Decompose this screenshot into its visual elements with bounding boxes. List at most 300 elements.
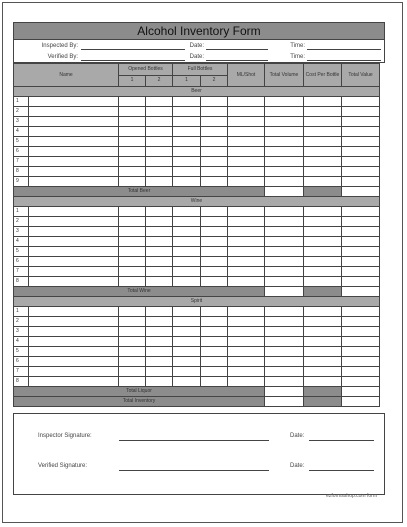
entry-cell[interactable] <box>201 237 228 247</box>
grand-total-label: Total Inventory <box>14 397 265 407</box>
entry-cell[interactable] <box>342 367 380 377</box>
table-row <box>14 137 380 147</box>
entry-cell[interactable] <box>228 107 265 117</box>
entry-cell[interactable] <box>265 357 304 367</box>
entry-cell[interactable] <box>265 207 304 217</box>
entry-cell[interactable] <box>228 217 265 227</box>
entry-cell[interactable] <box>304 277 342 287</box>
entry-cell[interactable] <box>201 217 228 227</box>
entry-cell[interactable] <box>201 97 228 107</box>
entry-cell[interactable] <box>304 147 342 157</box>
row-number: 3 <box>14 327 29 337</box>
entry-cell[interactable] <box>173 147 201 157</box>
entry-cell[interactable] <box>146 367 173 377</box>
entry-cell[interactable] <box>201 277 228 287</box>
row-number: 4 <box>14 127 29 137</box>
entry-cell[interactable] <box>29 367 119 377</box>
entry-cell[interactable] <box>29 317 119 327</box>
entry-cell[interactable] <box>228 127 265 137</box>
entry-cell[interactable] <box>173 307 201 317</box>
entry-cell[interactable] <box>304 377 342 387</box>
entry-cell[interactable] <box>304 257 342 267</box>
entry-cell[interactable] <box>173 367 201 377</box>
col-full-header: Full Bottles <box>173 64 228 76</box>
entry-cell[interactable] <box>201 167 228 177</box>
entry-cell[interactable] <box>228 267 265 277</box>
entry-cell[interactable] <box>265 217 304 227</box>
entry-cell[interactable] <box>228 167 265 177</box>
entry-cell[interactable] <box>342 267 380 277</box>
entry-cell[interactable] <box>304 177 342 187</box>
row-number: 6 <box>14 257 29 267</box>
entry-cell[interactable] <box>173 227 201 237</box>
col-opened-sub-2: 2 <box>146 75 173 87</box>
entry-cell[interactable] <box>29 177 119 187</box>
table-row <box>14 327 380 337</box>
entry-cell[interactable] <box>173 117 201 127</box>
signature-section <box>13 413 385 495</box>
entry-cell[interactable] <box>304 327 342 337</box>
entry-cell[interactable] <box>342 97 380 107</box>
table-row <box>14 307 380 317</box>
entry-cell[interactable] <box>119 277 146 287</box>
entry-cell[interactable] <box>228 227 265 237</box>
entry-cell[interactable] <box>342 277 380 287</box>
entry-cell[interactable] <box>342 217 380 227</box>
entry-cell[interactable] <box>201 257 228 267</box>
section-header-row <box>14 87 380 97</box>
entry-cell[interactable] <box>304 107 342 117</box>
entry-cell[interactable] <box>173 247 201 257</box>
entry-cell[interactable] <box>146 97 173 107</box>
total-value-cell[interactable] <box>342 187 380 197</box>
inspected-time-field[interactable] <box>307 41 381 50</box>
entry-cell[interactable] <box>342 207 380 217</box>
entry-cell[interactable] <box>119 367 146 377</box>
entry-cell[interactable] <box>29 327 119 337</box>
entry-cell[interactable] <box>146 117 173 127</box>
entry-cell[interactable] <box>173 267 201 277</box>
col-cost-header: Cost Per Bottle <box>304 64 342 87</box>
entry-cell[interactable] <box>265 117 304 127</box>
entry-cell[interactable] <box>228 337 265 347</box>
section-total-label: Total Liquor <box>14 387 265 397</box>
entry-cell[interactable] <box>342 227 380 237</box>
entry-cell[interactable] <box>146 277 173 287</box>
inspected-date-field[interactable] <box>206 41 268 50</box>
entry-cell[interactable] <box>201 357 228 367</box>
entry-cell[interactable] <box>29 147 119 157</box>
entry-cell[interactable] <box>265 367 304 377</box>
entry-cell[interactable] <box>201 367 228 377</box>
entry-cell[interactable] <box>304 307 342 317</box>
entry-cell[interactable] <box>304 127 342 137</box>
table-row <box>14 377 380 387</box>
entry-cell[interactable] <box>173 337 201 347</box>
entry-cell[interactable] <box>29 377 119 387</box>
entry-cell[interactable] <box>119 117 146 127</box>
entry-cell[interactable] <box>119 347 146 357</box>
entry-cell[interactable] <box>304 117 342 127</box>
entry-cell[interactable] <box>119 157 146 167</box>
entry-cell[interactable] <box>304 367 342 377</box>
entry-cell[interactable] <box>265 327 304 337</box>
entry-cell[interactable] <box>173 377 201 387</box>
total-volume-cell[interactable] <box>265 187 304 197</box>
verified-date-field[interactable] <box>206 52 268 61</box>
entry-cell[interactable] <box>228 357 265 367</box>
entry-cell[interactable] <box>342 317 380 327</box>
entry-cell[interactable] <box>29 127 119 137</box>
table-row <box>14 337 380 347</box>
table-row <box>14 267 380 277</box>
entry-cell[interactable] <box>228 247 265 257</box>
entry-cell[interactable] <box>146 167 173 177</box>
row-number: 5 <box>14 347 29 357</box>
entry-cell[interactable] <box>146 257 173 267</box>
entry-cell[interactable] <box>304 347 342 357</box>
inspected-by-label: Inspected By: <box>41 43 78 49</box>
entry-cell[interactable] <box>342 137 380 147</box>
entry-cell[interactable] <box>304 157 342 167</box>
shaded-cell <box>304 387 342 397</box>
entry-cell[interactable] <box>146 357 173 367</box>
entry-cell[interactable] <box>146 227 173 237</box>
entry-cell[interactable] <box>228 97 265 107</box>
entry-cell[interactable] <box>119 257 146 267</box>
entry-cell[interactable] <box>119 237 146 247</box>
entry-cell[interactable] <box>29 357 119 367</box>
entry-cell[interactable] <box>119 317 146 327</box>
entry-cell[interactable] <box>228 307 265 317</box>
form-title: Alcohol Inventory Form <box>13 22 385 40</box>
entry-cell[interactable] <box>342 327 380 337</box>
entry-cell[interactable] <box>201 157 228 167</box>
entry-cell[interactable] <box>201 247 228 257</box>
entry-cell[interactable] <box>201 127 228 137</box>
entry-cell[interactable] <box>119 267 146 277</box>
entry-cell[interactable] <box>304 317 342 327</box>
col-mlshot-header: ML/Shot <box>228 64 265 87</box>
entry-cell[interactable] <box>119 377 146 387</box>
entry-cell[interactable] <box>265 257 304 267</box>
entry-cell[interactable] <box>146 127 173 137</box>
row-number: 3 <box>14 117 29 127</box>
entry-cell[interactable] <box>29 347 119 357</box>
entry-cell[interactable] <box>29 307 119 317</box>
entry-cell[interactable] <box>342 337 380 347</box>
grand-total-value-cell[interactable] <box>342 397 380 407</box>
entry-cell[interactable] <box>342 107 380 117</box>
entry-cell[interactable] <box>228 257 265 267</box>
shaded-cell <box>304 187 342 197</box>
entry-cell[interactable] <box>173 177 201 187</box>
row-number: 1 <box>14 207 29 217</box>
entry-cell[interactable] <box>265 347 304 357</box>
grand-total-volume-cell[interactable] <box>265 397 304 407</box>
entry-cell[interactable] <box>228 367 265 377</box>
entry-cell[interactable] <box>29 237 119 247</box>
entry-cell[interactable] <box>228 137 265 147</box>
table-row <box>14 247 380 257</box>
entry-cell[interactable] <box>304 357 342 367</box>
table-row <box>14 177 380 187</box>
entry-cell[interactable] <box>173 347 201 357</box>
entry-cell[interactable] <box>29 277 119 287</box>
entry-cell[interactable] <box>146 317 173 327</box>
entry-cell[interactable] <box>119 307 146 317</box>
entry-cell[interactable] <box>201 307 228 317</box>
entry-cell[interactable] <box>146 377 173 387</box>
entry-cell[interactable] <box>342 147 380 157</box>
entry-cell[interactable] <box>265 127 304 137</box>
entry-cell[interactable] <box>228 207 265 217</box>
inspector-date-field[interactable] <box>309 432 374 441</box>
entry-cell[interactable] <box>228 317 265 327</box>
entry-cell[interactable] <box>173 157 201 167</box>
entry-cell[interactable] <box>119 227 146 237</box>
entry-cell[interactable] <box>304 217 342 227</box>
inspected-by-field[interactable] <box>81 41 185 50</box>
entry-cell[interactable] <box>119 97 146 107</box>
total-value-cell[interactable] <box>342 287 380 297</box>
entry-cell[interactable] <box>29 337 119 347</box>
entry-cell[interactable] <box>119 177 146 187</box>
entry-cell[interactable] <box>265 307 304 317</box>
verified-time-field[interactable] <box>307 52 381 61</box>
row-number: 7 <box>14 157 29 167</box>
verifier-date-field[interactable] <box>309 462 374 471</box>
row-number: 3 <box>14 227 29 237</box>
entry-cell[interactable] <box>146 347 173 357</box>
entry-cell[interactable] <box>265 227 304 237</box>
entry-cell[interactable] <box>304 237 342 247</box>
entry-cell[interactable] <box>201 147 228 157</box>
entry-cell[interactable] <box>342 247 380 257</box>
entry-cell[interactable] <box>119 207 146 217</box>
entry-cell[interactable] <box>228 277 265 287</box>
entry-cell[interactable] <box>342 257 380 267</box>
entry-cell[interactable] <box>29 137 119 147</box>
total-value-cell[interactable] <box>342 387 380 397</box>
entry-cell[interactable] <box>29 217 119 227</box>
table-row <box>14 157 380 167</box>
entry-cell[interactable] <box>265 167 304 177</box>
entry-cell[interactable] <box>265 247 304 257</box>
entry-cell[interactable] <box>173 277 201 287</box>
entry-cell[interactable] <box>29 227 119 237</box>
entry-cell[interactable] <box>173 137 201 147</box>
entry-cell[interactable] <box>304 267 342 277</box>
entry-cell[interactable] <box>304 227 342 237</box>
entry-cell[interactable] <box>201 117 228 127</box>
entry-cell[interactable] <box>265 237 304 247</box>
verified-by-field[interactable] <box>81 52 185 61</box>
section-total-row <box>14 187 380 197</box>
entry-cell[interactable] <box>228 347 265 357</box>
entry-cell[interactable] <box>146 267 173 277</box>
entry-cell[interactable] <box>304 97 342 107</box>
entry-cell[interactable] <box>342 377 380 387</box>
entry-cell[interactable] <box>201 227 228 237</box>
entry-cell[interactable] <box>173 237 201 247</box>
entry-cell[interactable] <box>119 137 146 147</box>
entry-cell[interactable] <box>173 97 201 107</box>
table-row <box>14 147 380 157</box>
entry-cell[interactable] <box>146 327 173 337</box>
total-volume-cell[interactable] <box>265 287 304 297</box>
entry-cell[interactable] <box>201 267 228 277</box>
entry-cell[interactable] <box>119 147 146 157</box>
section-title: Wine <box>14 197 380 207</box>
entry-cell[interactable] <box>265 107 304 117</box>
entry-cell[interactable] <box>119 167 146 177</box>
entry-cell[interactable] <box>265 337 304 347</box>
entry-cell[interactable] <box>173 217 201 227</box>
entry-cell[interactable] <box>201 177 228 187</box>
entry-cell[interactable] <box>304 247 342 257</box>
entry-cell[interactable] <box>228 327 265 337</box>
entry-cell[interactable] <box>119 217 146 227</box>
entry-cell[interactable] <box>228 157 265 167</box>
entry-cell[interactable] <box>173 327 201 337</box>
entry-cell[interactable] <box>342 357 380 367</box>
entry-cell[interactable] <box>201 317 228 327</box>
total-volume-cell[interactable] <box>265 387 304 397</box>
table-row <box>14 257 380 267</box>
row-number: 1 <box>14 97 29 107</box>
entry-cell[interactable] <box>228 117 265 127</box>
entry-cell[interactable] <box>304 137 342 147</box>
entry-cell[interactable] <box>228 237 265 247</box>
entry-cell[interactable] <box>146 237 173 247</box>
section-header-row <box>14 197 380 207</box>
entry-cell[interactable] <box>342 347 380 357</box>
entry-cell[interactable] <box>201 327 228 337</box>
table-row <box>14 347 380 357</box>
inspector-signature-field[interactable] <box>119 432 269 441</box>
entry-cell[interactable] <box>304 207 342 217</box>
time-label: Time: <box>290 54 305 60</box>
verifier-signature-field[interactable] <box>119 462 269 471</box>
entry-cell[interactable] <box>201 337 228 347</box>
table-row <box>14 97 380 107</box>
entry-cell[interactable] <box>29 257 119 267</box>
entry-cell[interactable] <box>119 327 146 337</box>
entry-cell[interactable] <box>304 167 342 177</box>
entry-cell[interactable] <box>146 217 173 227</box>
entry-cell[interactable] <box>173 207 201 217</box>
entry-cell[interactable] <box>146 307 173 317</box>
entry-cell[interactable] <box>342 307 380 317</box>
entry-cell[interactable] <box>173 357 201 367</box>
entry-cell[interactable] <box>201 137 228 147</box>
entry-cell[interactable] <box>173 107 201 117</box>
entry-cell[interactable] <box>304 337 342 347</box>
entry-cell[interactable] <box>265 137 304 147</box>
row-number: 2 <box>14 107 29 117</box>
entry-cell[interactable] <box>342 157 380 167</box>
entry-cell[interactable] <box>342 177 380 187</box>
entry-cell[interactable] <box>201 347 228 357</box>
table-row <box>14 357 380 367</box>
date-label: Date: <box>189 54 204 60</box>
entry-cell[interactable] <box>146 177 173 187</box>
row-number: 6 <box>14 357 29 367</box>
entry-cell[interactable] <box>342 127 380 137</box>
entry-cell[interactable] <box>265 267 304 277</box>
entry-cell[interactable] <box>173 167 201 177</box>
entry-cell[interactable] <box>119 357 146 367</box>
row-number: 8 <box>14 377 29 387</box>
entry-cell[interactable] <box>146 147 173 157</box>
inspector-signature-label: Inspector Signature: <box>38 433 92 439</box>
entry-cell[interactable] <box>201 207 228 217</box>
verifier-signature-label: Verified Signature: <box>38 463 88 469</box>
table-row <box>14 367 380 377</box>
entry-cell[interactable] <box>265 317 304 327</box>
inspected-row <box>14 41 384 52</box>
entry-cell[interactable] <box>119 107 146 117</box>
entry-cell[interactable] <box>265 97 304 107</box>
entry-cell[interactable] <box>29 97 119 107</box>
row-number: 4 <box>14 237 29 247</box>
table-row <box>14 127 380 137</box>
entry-cell[interactable] <box>146 337 173 347</box>
entry-cell[interactable] <box>146 107 173 117</box>
entry-cell[interactable] <box>146 207 173 217</box>
entry-cell[interactable] <box>228 377 265 387</box>
entry-cell[interactable] <box>146 157 173 167</box>
entry-cell[interactable] <box>173 257 201 267</box>
entry-cell[interactable] <box>29 207 119 217</box>
entry-cell[interactable] <box>265 377 304 387</box>
entry-cell[interactable] <box>228 147 265 157</box>
col-opened-sub-1: 1 <box>119 75 146 87</box>
entry-cell[interactable] <box>29 167 119 177</box>
section-total-row <box>14 387 380 397</box>
entry-cell[interactable] <box>146 137 173 147</box>
entry-cell[interactable] <box>173 317 201 327</box>
entry-cell[interactable] <box>228 177 265 187</box>
entry-cell[interactable] <box>146 247 173 257</box>
table-row <box>14 117 380 127</box>
entry-cell[interactable] <box>265 157 304 167</box>
entry-cell[interactable] <box>342 117 380 127</box>
entry-cell[interactable] <box>29 247 119 257</box>
entry-cell[interactable] <box>29 157 119 167</box>
entry-cell[interactable] <box>119 337 146 347</box>
inspector-date-label: Date: <box>290 433 305 439</box>
table-row <box>14 227 380 237</box>
entry-cell[interactable] <box>173 127 201 137</box>
entry-cell[interactable] <box>342 167 380 177</box>
entry-cell[interactable] <box>29 107 119 117</box>
verified-row <box>14 52 384 63</box>
entry-cell[interactable] <box>201 377 228 387</box>
entry-cell[interactable] <box>119 127 146 137</box>
row-number: 6 <box>14 147 29 157</box>
entry-cell[interactable] <box>201 107 228 117</box>
entry-cell[interactable] <box>29 267 119 277</box>
entry-cell[interactable] <box>342 237 380 247</box>
col-full-sub-1: 1 <box>173 75 201 87</box>
entry-cell[interactable] <box>265 177 304 187</box>
entry-cell[interactable] <box>29 117 119 127</box>
entry-cell[interactable] <box>265 277 304 287</box>
entry-cell[interactable] <box>265 147 304 157</box>
entry-cell[interactable] <box>119 247 146 257</box>
